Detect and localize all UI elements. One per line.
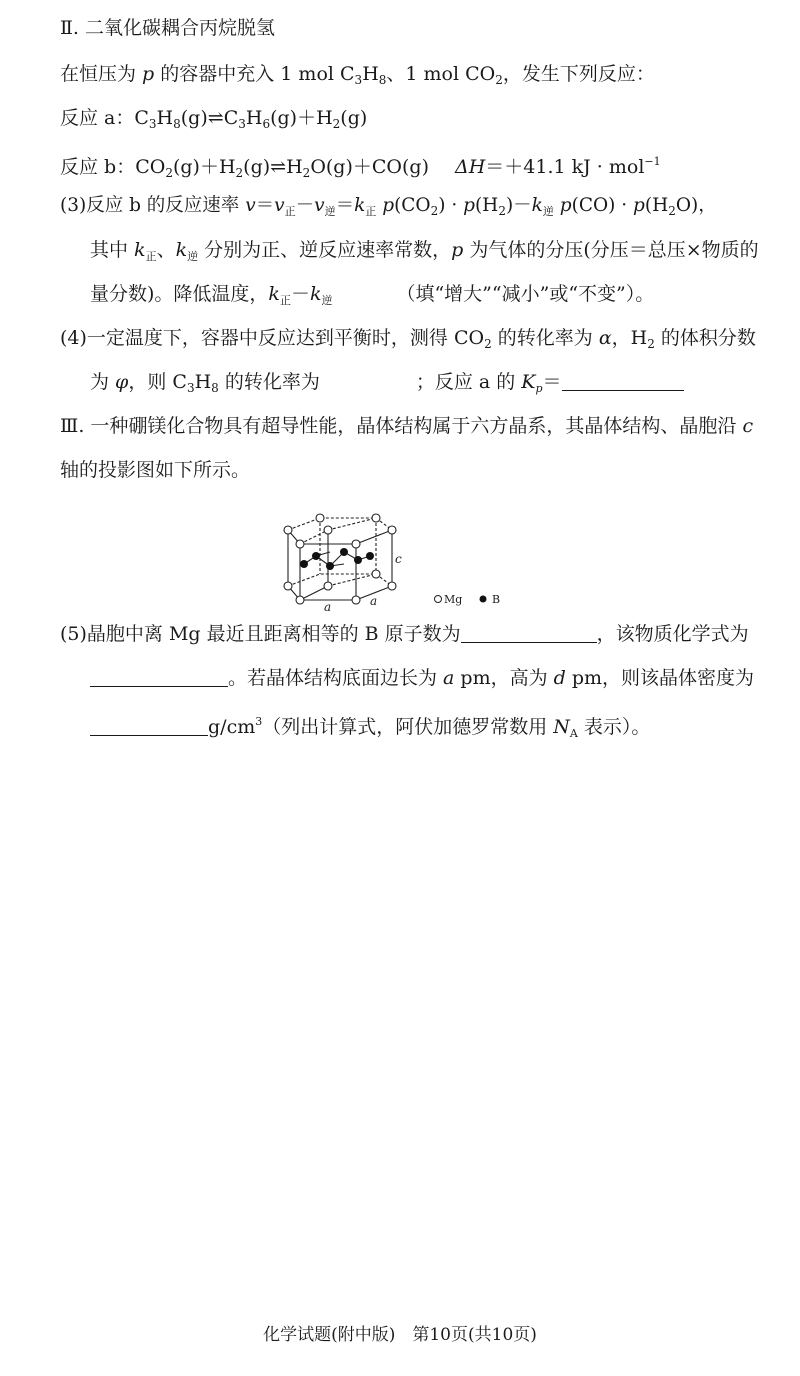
text: (g)＋H bbox=[172, 156, 236, 178]
legend-mg-label: Mg bbox=[444, 593, 463, 606]
text: ，则 C bbox=[128, 371, 187, 393]
var-k: k bbox=[134, 239, 146, 261]
equilibrium-arrow-icon: ⇌ bbox=[207, 107, 224, 129]
text: 量分数)。降低温度， bbox=[90, 283, 269, 305]
var-a: a bbox=[443, 667, 455, 689]
label-a: a bbox=[370, 594, 378, 608]
text: H bbox=[245, 107, 263, 129]
label-c: c bbox=[395, 552, 402, 566]
section-3-line-2: 轴的投影图如下所示。 bbox=[60, 459, 251, 481]
text: ＝＋41.1 kJ · mol bbox=[485, 156, 645, 178]
mg-atom bbox=[296, 596, 304, 604]
text: (5)晶胞中离 Mg 最近且距离相等的 B 原子数为 bbox=[60, 623, 461, 645]
subscript: 2 bbox=[430, 204, 439, 218]
text: 分别为正、逆反应速率常数， bbox=[198, 239, 452, 261]
text: ＝ bbox=[255, 195, 275, 216]
text: ) · bbox=[438, 195, 464, 216]
subscript: 正 bbox=[279, 294, 291, 307]
text: 的容器中充入 1 mol C bbox=[154, 63, 355, 85]
subscript: 逆 bbox=[542, 205, 554, 218]
mg-atom bbox=[372, 570, 380, 578]
mg-atom bbox=[372, 514, 380, 522]
subscript: 正 bbox=[365, 205, 377, 218]
subscript: 3 bbox=[354, 73, 363, 87]
subscript: 8 bbox=[173, 117, 181, 131]
var-k: k bbox=[531, 195, 543, 216]
text: 的转化率为 bbox=[218, 371, 320, 393]
question-5-line-1 bbox=[60, 620, 749, 648]
legend-mg-icon bbox=[435, 596, 442, 603]
subscript: 2 bbox=[165, 166, 173, 180]
text: g/cm bbox=[208, 716, 256, 738]
text: 其中 bbox=[90, 239, 135, 261]
text: 的体积分数 bbox=[654, 327, 756, 349]
text: ，该物质化学式为 bbox=[596, 623, 749, 645]
subscript: 逆 bbox=[187, 250, 199, 263]
text: ；反应 a 的 bbox=[415, 371, 522, 393]
section-2-intro bbox=[60, 60, 655, 94]
var-c: c bbox=[742, 415, 754, 437]
edge bbox=[300, 586, 328, 600]
question-3-line-3 bbox=[90, 280, 654, 315]
superscript: −1 bbox=[644, 155, 661, 168]
label-a: a bbox=[324, 600, 332, 612]
subscript: 8 bbox=[211, 381, 219, 395]
subscript: 逆 bbox=[324, 205, 336, 218]
text: － bbox=[295, 195, 315, 216]
b-atom bbox=[300, 560, 308, 568]
answer-blank-4b[interactable] bbox=[562, 370, 684, 391]
text: H bbox=[362, 63, 379, 85]
text: （填“增大”“减小”或“不变”）。 bbox=[396, 283, 655, 305]
var-p: p bbox=[451, 239, 464, 261]
delta-h: ΔH bbox=[454, 156, 486, 178]
text: （列出计算式，阿伏加德罗常数用 bbox=[262, 716, 554, 738]
question-5-line-3 bbox=[90, 708, 650, 748]
text: 表示）。 bbox=[577, 716, 651, 738]
page-footer: 化学试题(附中版) 第10页(共10页) bbox=[263, 1325, 537, 1345]
b-atom bbox=[312, 552, 320, 560]
mg-atom bbox=[324, 526, 332, 534]
var-p: p bbox=[142, 63, 155, 85]
text: (4)一定温度下，容器中反应达到平衡时，测得 CO bbox=[60, 327, 485, 349]
reaction-b bbox=[60, 148, 661, 187]
text: (H bbox=[644, 195, 669, 216]
subscript: 2 bbox=[498, 204, 506, 218]
subscript: 2 bbox=[235, 166, 244, 180]
legend-b-icon bbox=[480, 596, 487, 603]
text: C bbox=[223, 107, 239, 129]
text: O)， bbox=[675, 195, 717, 216]
subscript: 3 bbox=[238, 117, 246, 131]
mg-atom bbox=[388, 526, 396, 534]
text: (g) bbox=[180, 107, 208, 129]
subscript: p bbox=[535, 382, 543, 395]
var-p: p bbox=[382, 195, 395, 216]
mg-atom bbox=[324, 582, 332, 590]
text: pm，高为 bbox=[454, 667, 554, 689]
edge bbox=[328, 574, 376, 586]
subscript: 正 bbox=[145, 250, 157, 263]
text: (CO) · bbox=[571, 195, 634, 216]
text: O(g)＋CO(g) bbox=[310, 156, 429, 178]
var-k: k bbox=[354, 195, 366, 216]
text: (H bbox=[474, 195, 499, 216]
text: (g) bbox=[243, 156, 271, 178]
var-v: v bbox=[314, 195, 325, 216]
subscript: 8 bbox=[378, 73, 387, 87]
subscript: 3 bbox=[186, 381, 195, 395]
subscript: 2 bbox=[668, 204, 676, 218]
var-p: p bbox=[463, 195, 475, 216]
answer-blank-5a[interactable] bbox=[461, 622, 597, 643]
mg-atom bbox=[352, 540, 360, 548]
text: )－ bbox=[505, 195, 532, 216]
subscript: 2 bbox=[302, 166, 311, 180]
subscript: 6 bbox=[262, 117, 271, 131]
question-4-line-2 bbox=[90, 368, 684, 403]
subscript: 2 bbox=[495, 73, 503, 87]
text: H bbox=[194, 371, 212, 393]
text: (g)＋H bbox=[270, 107, 333, 129]
text: 反应 a：C bbox=[60, 107, 149, 129]
text: H bbox=[156, 107, 174, 129]
var-v: v bbox=[274, 195, 285, 216]
var-alpha: α bbox=[598, 327, 612, 349]
superscript: 3 bbox=[255, 715, 263, 728]
subscript: 3 bbox=[148, 117, 157, 131]
text: ＝ bbox=[542, 371, 562, 393]
subscript: 2 bbox=[484, 337, 492, 351]
var-p: p bbox=[559, 195, 572, 216]
subscript: 2 bbox=[332, 117, 341, 131]
b-atom bbox=[354, 556, 362, 564]
subscript: 2 bbox=[647, 337, 655, 351]
text: 、1 mol CO bbox=[386, 63, 496, 85]
text: － bbox=[290, 283, 310, 305]
text: 反应 b：CO bbox=[60, 156, 166, 178]
edge bbox=[300, 530, 328, 544]
reaction-a bbox=[60, 104, 367, 138]
mg-atom bbox=[388, 582, 396, 590]
mg-atom bbox=[296, 540, 304, 548]
mg-atom bbox=[316, 514, 324, 522]
text: 为气体的分压(分压＝总压×物质的 bbox=[463, 239, 759, 261]
text: H bbox=[286, 156, 303, 178]
text: Ⅲ. 一种硼镁化合物具有超导性能，晶体结构属于六方晶系，其晶体结构、晶胞沿 bbox=[60, 415, 743, 437]
var-phi: φ bbox=[115, 371, 129, 393]
var-k: k bbox=[175, 239, 188, 261]
text: (CO bbox=[394, 195, 431, 216]
section-2-title: Ⅱ. 二氧化碳耦合丙烷脱氢 bbox=[60, 17, 275, 39]
question-4-line-1 bbox=[60, 324, 756, 358]
edge bbox=[328, 518, 376, 530]
crystal-structure-figure bbox=[268, 508, 528, 612]
var-d: d bbox=[553, 667, 566, 689]
text: (3)反应 b 的反应速率 bbox=[60, 195, 246, 216]
subscript: 正 bbox=[284, 205, 296, 218]
var-n: N bbox=[553, 716, 570, 738]
text: ，发生下列反应： bbox=[502, 63, 655, 85]
var-k: K bbox=[521, 371, 536, 393]
mg-atom bbox=[284, 582, 292, 590]
question-5-line-2 bbox=[90, 664, 754, 692]
question-3-line-1 bbox=[60, 192, 717, 226]
answer-blank-5b[interactable] bbox=[90, 666, 228, 687]
b-atom bbox=[366, 552, 374, 560]
text: (g) bbox=[340, 107, 368, 129]
text: 、 bbox=[156, 239, 176, 261]
mg-atom bbox=[284, 526, 292, 534]
b-atom bbox=[326, 562, 334, 570]
var-k: k bbox=[309, 283, 322, 305]
question-3-line-2 bbox=[90, 236, 759, 271]
legend-b-label: B bbox=[492, 593, 501, 606]
text: 为 bbox=[90, 371, 116, 393]
b-atom bbox=[340, 548, 348, 556]
edge bbox=[356, 530, 392, 544]
text: 的转化率为 bbox=[491, 327, 599, 349]
text: 在恒压为 bbox=[60, 63, 143, 85]
mg-atom bbox=[352, 596, 360, 604]
var-k: k bbox=[268, 283, 280, 305]
subscript: A bbox=[569, 727, 578, 740]
var-p: p bbox=[633, 195, 645, 216]
var-v: v bbox=[245, 195, 256, 216]
text: ＝ bbox=[335, 195, 355, 216]
section-3-line-1 bbox=[60, 412, 753, 440]
text: pm，则该晶体密度为 bbox=[565, 667, 755, 689]
text: 。若晶体结构底面边长为 bbox=[228, 667, 444, 689]
subscript: 逆 bbox=[321, 294, 333, 307]
equilibrium-arrow-icon: ⇌ bbox=[270, 156, 287, 178]
answer-blank-5c[interactable] bbox=[90, 715, 208, 736]
text: ，H bbox=[611, 327, 648, 349]
